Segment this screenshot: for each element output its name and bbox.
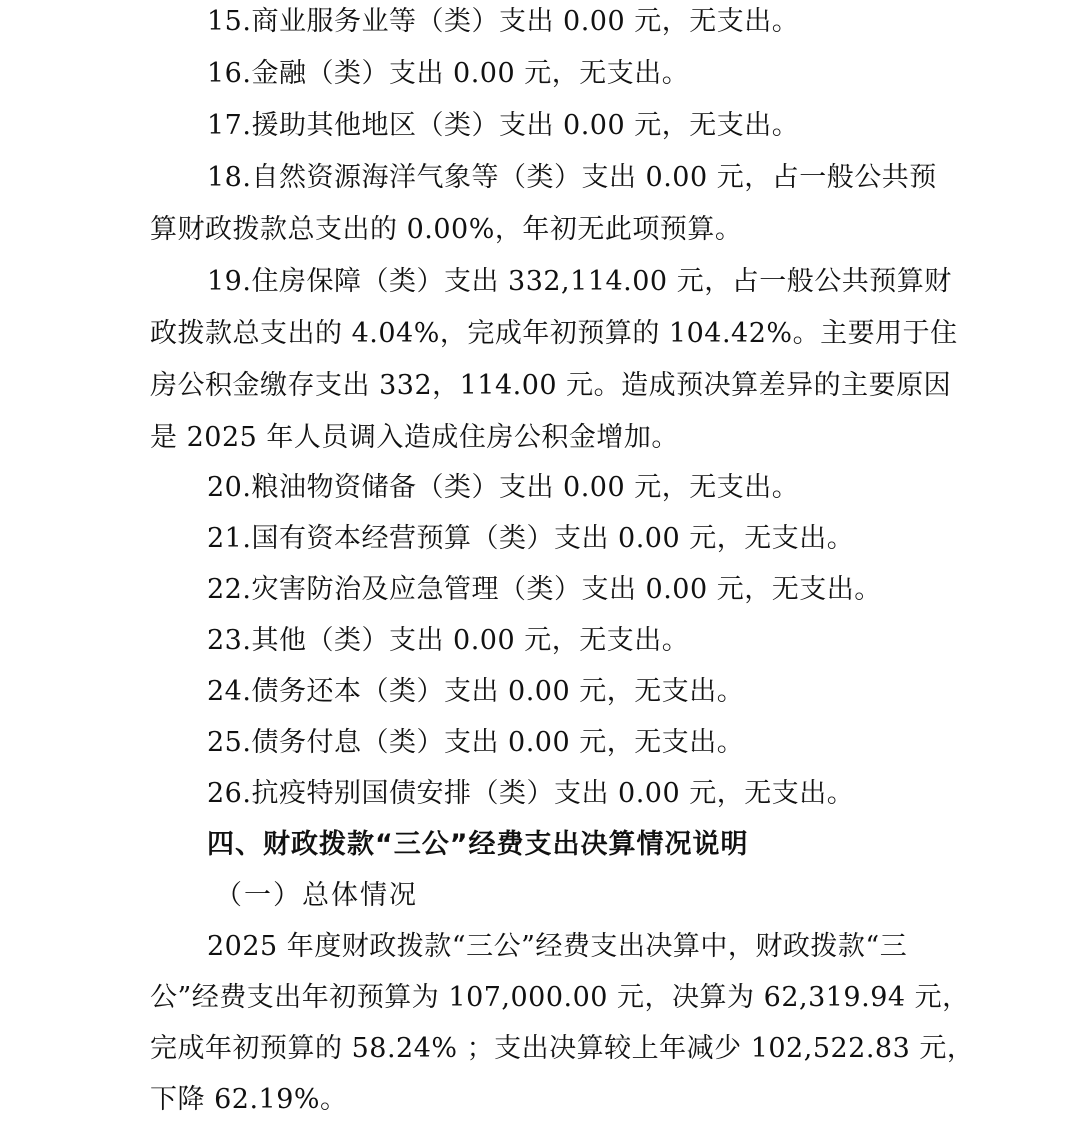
paragraph-line-item-15: 15.商业服务业等（类）支出 0.00 元，无支出。	[207, 6, 800, 37]
paragraph-line-item-25: 25.债务付息（类）支出 0.00 元，无支出。	[207, 727, 745, 758]
paragraph-line-item-18: 18.自然资源海洋气象等（类）支出 0.00 元，占一般公共预	[207, 162, 937, 193]
paragraph-line-item-21: 21.国有资本经营预算（类）支出 0.00 元，无支出。	[207, 523, 855, 554]
paragraph-line-item-16: 16.金融（类）支出 0.00 元，无支出。	[207, 58, 690, 89]
paragraph-line-item-18-cont: 算财政拨款总支出的 0.00%，年初无此项预算。	[150, 214, 743, 245]
paragraph-line-item-22: 22.灾害防治及应急管理（类）支出 0.00 元，无支出。	[207, 574, 882, 605]
paragraph-line-item-20: 20.粮油物资储备（类）支出 0.00 元，无支出。	[207, 472, 800, 503]
paragraph-line-item-24: 24.债务还本（类）支出 0.00 元，无支出。	[207, 676, 745, 707]
section-heading: 四、财政拨款“三公”经费支出决算情况说明	[207, 829, 749, 860]
paragraph-line-summary-4: 下降 62.19%。	[150, 1084, 348, 1115]
paragraph-line-item-19-cont-3: 是 2025 年人员调入造成住房公积金增加。	[150, 422, 679, 453]
subsection-heading: （一）总体情况	[215, 880, 418, 911]
paragraph-line-summary-2: 公”经费支出年初预算为 107,000.00 元，决算为 62,319.94 元，	[150, 982, 970, 1013]
paragraph-line-item-23: 23.其他（类）支出 0.00 元，无支出。	[207, 625, 690, 656]
paragraph-line-item-19-cont-2: 房公积金缴存支出 332，114.00 元。造成预决算差异的主要原因	[150, 370, 952, 401]
paragraph-line-summary-1: 2025 年度财政拨款“三公”经费支出决算中，财政拨款“三	[207, 931, 908, 962]
paragraph-line-item-19-cont-1: 政拨款总支出的 4.04%，完成年初预算的 104.42%。主要用于住	[150, 318, 958, 349]
paragraph-line-summary-3: 完成年初预算的 58.24% ；支出决算较上年减少 102,522.83 元，	[150, 1033, 975, 1064]
paragraph-line-item-19: 19.住房保障（类）支出 332,114.00 元，占一般公共预算财	[207, 266, 952, 297]
paragraph-line-item-26: 26.抗疫特别国债安排（类）支出 0.00 元，无支出。	[207, 778, 855, 809]
paragraph-line-item-17: 17.援助其他地区（类）支出 0.00 元，无支出。	[207, 110, 800, 141]
